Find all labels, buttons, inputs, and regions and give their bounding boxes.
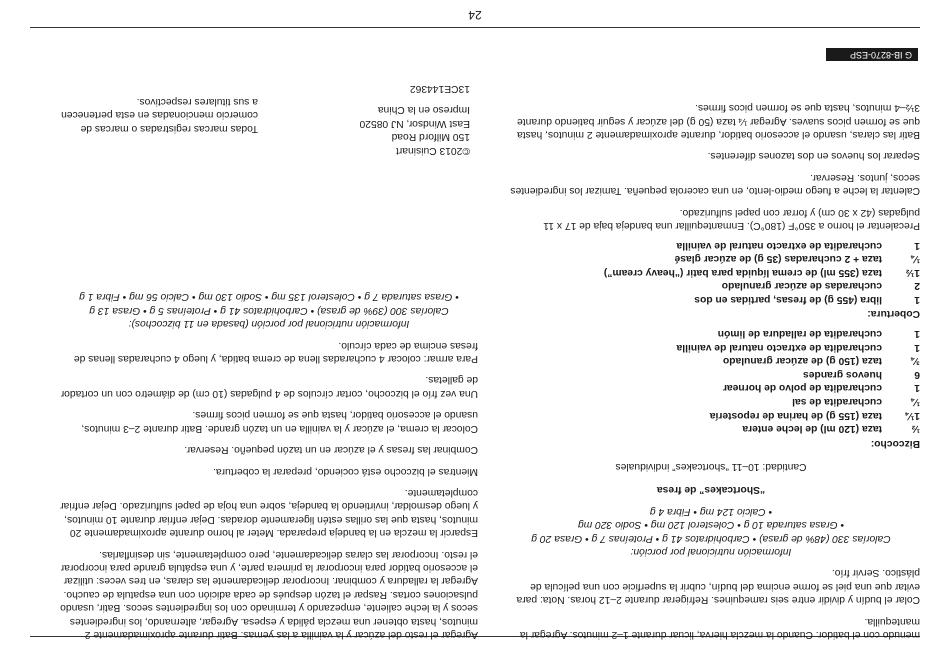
paragraph: menudo con el batidor. Cuando la mezcla hierva, licuar durante 1–2 minutos. Agregar la (519, 629, 920, 640)
ingredient-item: 1 cucharadita de extracto natural de vainilla (676, 341, 920, 353)
nutrition-info: Información nutricional por porción: Calorías 330 (48% de grasa) • Carbohidratos 41 g • Proteínas 7 g • Grasa 20 g • Grasa saturada 10 g • Colesterol 120 mg • Sodio 320 mg • Calcio 124 mg • Fibra 4 g (531, 505, 891, 557)
ingredient-item: ¼ cucharadita de sal (792, 395, 920, 407)
paragraph: Agregar el resto del azúcar y la vainilla a las yemas. Batir durante aproximadamente 2 minutos, hasta obtener una mezcla pálida y espesa. Agregar, alternando, los ingredientes secos y la leche caliente, empezando y terminado con los ingredientes secos. Batir, usando pulsaciones cortas. Raspar el tazón después de cada adición con una espatula de caucho. Agregar la ralladura y combinar. Incorporar delicadamente las claras, en tres veces: utilizar el accesorio batidor para incorporar la primera parte, y una espátula grande para incorporar el resto. Incorporar las claras delicadamente, pero completamente, sin desinflarlas. (60, 548, 478, 640)
address-block: ©2013 Cuisinart 150 Milford Road East Windsor, NJ 08520 Impreso en la China 13CE144362 (359, 82, 470, 156)
paragraph: Combinar las fresas y el azúcar en un tazón pequeño. Reservar. (184, 444, 478, 456)
ingredient-item: ½ taza (120 ml) de leche entera (742, 423, 920, 435)
ingredient-item: ¾ taza (150 g) de azúcar granulado (722, 355, 920, 367)
ingredient-item: 6 huevos grandes (803, 368, 920, 380)
section-heading: Cobertura: (867, 308, 920, 320)
column-left (502, 93, 920, 641)
ingredient-item: 1 libra (455 g) de fresas, partidas en dos (694, 293, 920, 305)
recipe-yield: Cantidad: 10–11 “shortcakes” individuales (615, 460, 807, 472)
ingredient-item: 1 cucharadita de extracto natural de vainilla (676, 239, 920, 251)
paragraph: Batir las claras, usando el accesorio batidor, durante aproximadamente 2 minutos, hasta que se formen picos suaves. Agregar ¼ taza (50 g) del azúcar y seguir batiendo durante 3½–4 minutos, hasta que se formen picos firmes. (517, 102, 920, 140)
column-right (60, 282, 478, 641)
nutrition-info: Información nutricional por porción (basada en 11 bizcochos): Calorías 300 (39% de grasa) • Carbohidratos 41 g • Proteínas 5 g • Grasa 13 g • Grasa saturada 7 g • Colesterol 135 mg • Sodio 130 mg • Calcio 56 mg • Fibra 1 g (79, 291, 459, 330)
ingredient-item: ¼ taza + 2 cucharadas (35 g) de azúcar glasé (674, 253, 920, 265)
ingredient-item: 1¼ taza (155 g) de harina de repostería (709, 409, 920, 421)
paragraph: Mientras el bizcocho está cociendo, preparar la cobertura. (213, 465, 478, 477)
ingredient-item: 1½ taza (355 ml) de crema líquida para batir (“heavy cream”) (603, 266, 920, 278)
bottom-rule (30, 27, 920, 28)
paragraph: Calentar la leche a fuego medio-lento, en una cacerola pequeña. Tamizar los ingredientes secos, juntos. Reservar. (510, 171, 920, 197)
paragraph: Para armar: colocar 4 cucharadas llena de crema batida, y luego 4 cucharadas llenas de fresas encima de cada círculo. (73, 339, 478, 365)
paragraph: Colar el budín y dividir entre seis ramequines. Refrigerar durante 2–12 horas. Nota: para evitar que una piel se forme encima del budín, cubrir la superficie con una película de plástico. Servir frío. (516, 567, 920, 606)
section-heading: Bizcocho: (870, 437, 920, 449)
page-number: 24 (468, 8, 482, 22)
trademark-notice: Todas marcas registradas o marcas de comercio mencionadas en esta pertenecen a sus titulares respectivos. (61, 95, 258, 134)
ingredient-item: 1 cucharadita de ralladura de limón (717, 327, 920, 339)
ingredient-item: 2 cucharadas de azúcar granulado (721, 280, 920, 292)
paragraph: mantequilla. (864, 615, 920, 627)
paragraph: Esparcir la mezcla en la bandeja preparada. Meter al horno durante aproximadamente 20 minutos, hasta que las orillas estén ligeramente doradas. Dejar enfriar durante 10 minutos, y luego desmoldar, invirtiendo la bandeja, sobre una hoja de papel sulfurizado. Dejar enfriar completamente. (60, 486, 478, 539)
document-code-badge: G IB-8270-ESP (826, 48, 918, 61)
ingredient-item: 1 cucharadita de polvo de hornear (722, 382, 920, 394)
paragraph: Una vez frío el bizcocho, cortar círculos de 4 pulgadas (10 cm) de diámetro con un cortador de galletas. (60, 374, 478, 399)
ingredients-bizcocho (502, 326, 920, 449)
paragraph: Separar los huevos en dos tazones diferentes. (707, 150, 920, 162)
recipe-title: “Shortcakes” de fresa (656, 484, 766, 496)
paragraph: Precalentar el horno a 350°F (180°C). Enmantequillar una bandeja baja de 17 x 11 pulgadas (42 x 30 cm) y forrar con papel sulfurizado. (543, 206, 920, 231)
paragraph: Colocar la crema, el azúcar y la vainilla en un tazón grande. Batir durante 2–3 minutos, usando el accesorio batidor, hasta que se formen picos firmes. (81, 409, 478, 434)
ingredients-cobertura (502, 238, 920, 320)
